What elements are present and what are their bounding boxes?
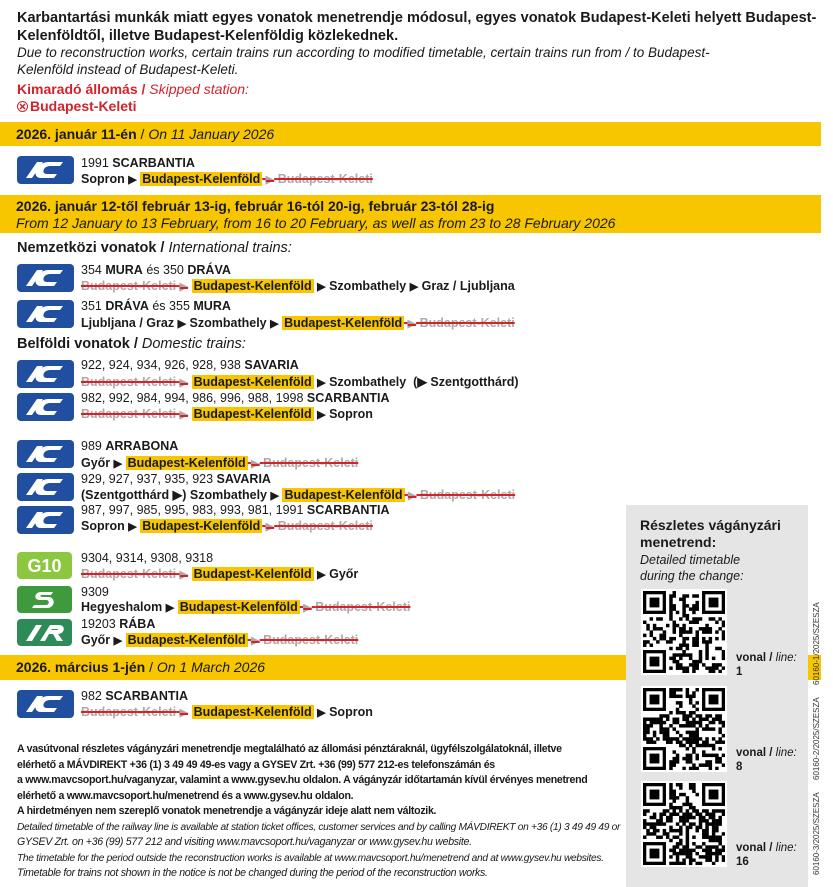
footer-line-4: elérhető a www.mavcsoport.hu/menetrend és a www.gysev.hu oldalon. [17,789,354,802]
footer-line-9: Timetable for trains not shown in the notice is not be changed during the period of the reconstruction works. [17,867,488,879]
ic-badge-icon [17,156,74,184]
ic-badge-icon [17,360,74,388]
footer-line-6: Detailed timetable of the railway line is available at station ticket offices, customer services and by calling MÁVDIREKT on +36 (1) 3 49 49 49 or [17,821,621,833]
period-3-en: On 1 March 2026 [156,659,266,675]
skipped-station [17,98,137,114]
period-band-2 [0,195,821,233]
doc-code-2: 60160-2/2025/SZESZA [812,697,821,780]
doc-code-3: 60160-3/2025/SZESZA [812,792,821,875]
ir-badge-icon [17,619,72,646]
footer-line-5: A hirdetményen nem szereplő vonatok menetrendje a vágányzár ideje alatt nem változik. [17,805,437,817]
section-international: Nemzetközi vonatok / International trains: [17,240,292,256]
section-domestic: Belföldi vonatok / Domestic trains: [17,336,246,352]
panel-subtitle: Detailed timetable during the change: [640,553,744,583]
ic-badge-icon [17,473,74,501]
g10-badge-text: G10 [27,556,62,576]
notice-en: Due to reconstruction works, certain trains run according to modified timetable, certain trains run from / to Budapest-Kelenföld instead of Budapest-Keleti. [17,45,710,77]
train-11-name: 19203 RÁBA [81,617,156,631]
train-7-route: (Szentgotthárd ▶) Szombathely ▶ Budapest-Kelenföld ▶ Budapest-Keleti [81,488,516,502]
train-1-name: 1991 SCARBANTIA [81,156,195,170]
train-10-route: Hegyeshalom ▶ Budapest-Kelenföld ▶ Budapest-Keleti [81,600,411,614]
train-5-route: Budapest-Keleti ▶ Budapest-Kelenföld ▶ Sopron [81,407,373,421]
footer-line-7: GYSEV Zrt. on +36 (99) 577 212 and visiting www.mavcsoport.hu/vaganyzar or www.gysev.hu website. [17,836,472,848]
train-9-name: 9304, 9314, 9308, 9318 [81,551,214,565]
skipped-label-hu: Kimaradó állomás / [17,81,146,97]
qr-code-line-8[interactable] [641,686,727,772]
train-1-route: Sopron ▶ Budapest-Kelenföld ▶ Budapest-Keleti [81,172,373,186]
train-5-name: 982, 992, 984, 994, 986, 996, 988, 1998 SCARBANTIA [81,391,390,405]
train-12-route: Budapest-Keleti ▶ Budapest-Kelenföld ▶ Sopron [81,705,373,719]
period-1-hu: 2026. január 11-én [16,126,137,142]
train-12-name: 982 SCARBANTIA [81,689,188,703]
train-6-name: 989 ARRABONA [81,439,179,453]
qr-code-line-1[interactable] [641,589,727,675]
train-2-name: 354 MURA és 350 DRÁVA [81,263,231,277]
skipped-station-name: Budapest-Keleti [30,98,137,114]
period-2-en: From 12 January to 13 February, from 16 to 20 February, as well as from 23 to 28 February 2026 [16,215,616,231]
train-9-route: Budapest-Keleti ▶ Budapest-Kelenföld ▶ Győr [81,567,359,581]
train-8-name: 987, 997, 985, 995, 983, 993, 981, 1991 SCARBANTIA [81,503,390,517]
line-label-1: vonal / line: 1 [736,652,797,678]
train-6-route: Győr ▶ Budapest-Kelenföld ▶ Budapest-Keleti [81,456,359,470]
train-11-route: Győr ▶ Budapest-Kelenföld ▶ Budapest-Keleti [81,633,359,647]
period-1-title: 2026. január 11-én / On 11 January 2026 [16,126,275,142]
period-3-title: 2026. március 1-jén / On 1 March 2026 [16,659,266,675]
skipped-label-en: Skipped station: [149,81,249,97]
qr-code-line-16[interactable] [641,781,727,867]
train-4-route: Budapest-Keleti ▶ Budapest-Kelenföld ▶ Szombathely (▶ Szentgotthárd) [81,375,519,389]
skipped-label [17,81,249,97]
ic-badge-icon [17,393,74,421]
footer-text [17,742,620,882]
skipped-station-icon [17,101,28,112]
ic-badge-icon [17,264,74,292]
period-band-1 [0,122,821,146]
period-2-hu: 2026. január 12-től február 13-ig, február 16-tól 20-ig, február 23-tól 28-ig [16,198,495,214]
train-7-name: 929, 927, 937, 935, 923 SAVARIA [81,472,271,486]
line-label-16: vonal / line: 16 [736,842,797,868]
notice-hu: Karbantartási munkák miatt egyes vonatok menetrendje módosul, egyes vonatok Budapest-Keleti helyett Budapest-Kelenföldtől, illetve Budapest-Kelenföldig közlekednek. [17,10,817,44]
train-8-route: Sopron ▶ Budapest-Kelenföld ▶ Budapest-Keleti [81,519,373,533]
train-4-name: 922, 924, 934, 926, 928, 938 SAVARIA [81,358,299,372]
g10-badge-icon [17,552,72,579]
train-10-name: 9309 [81,585,109,599]
train-3-name: 351 DRÁVA és 355 MURA [81,299,231,313]
footer-line-1: A vasútvonal részletes vágányzári menetrendje megtalálható az állomási pénztáraknál, ügyfélszolgálatoknál, illetve [17,743,562,755]
timetable-panel [626,505,808,887]
period-3-hu: 2026. március 1-jén [16,659,146,675]
ic-badge-icon [17,506,74,534]
train-3-route: Ljubljana / Graz ▶ Szombathely ▶ Budapest-Kelenföld ▶ Budapest-Keleti [81,316,515,330]
line-label-8: vonal / line: 8 [736,747,797,773]
footer-line-8: The timetable for the period outside the reconstruction works is available at www.mavcsoport.hu/menetrend and at www.gysev.hu websites. [17,852,604,864]
s-badge-icon [17,586,72,613]
period-1-en: On 11 January 2026 [148,126,275,142]
panel-title: Részletes vágányzári menetrend: [640,517,781,550]
footer-line-2: elérhető a MÁVDIREKT +36 (1) 3 49 49 49-es vagy a GYSEV Zrt. +36 (99) 577 212-es telefonszámán és [17,758,495,771]
doc-code-1: 60160-1/2025/SZESZA [812,602,821,685]
ic-badge-icon [17,440,74,468]
ic-badge-icon [17,690,74,718]
ic-badge-icon [17,300,74,328]
train-2-route: Budapest-Keleti ▶ Budapest-Kelenföld ▶ Szombathely ▶ Graz / Ljubljana [81,279,515,293]
footer-line-3: a www.mavcsoport.hu/vaganyzar, valamint a www.gysev.hu oldalon. A vágányzár időtartamán kívül érvényes menetrend [17,774,588,786]
